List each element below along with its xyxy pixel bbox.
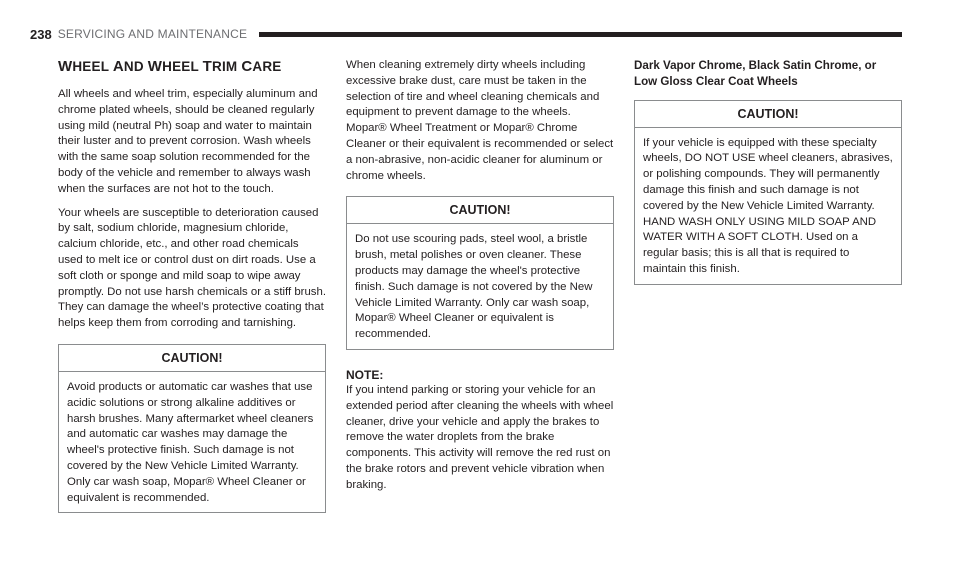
section-title: WHEEL AND WHEEL TRIM CARE <box>58 58 282 75</box>
caution-box <box>346 196 614 350</box>
subsection-title: Dark Vapor Chrome, Black Satin Chrome, or Low Gloss Clear Coat Wheels <box>634 59 877 88</box>
page-header <box>30 24 902 44</box>
caution-heading: CAUTION! <box>635 101 901 128</box>
header-rule <box>259 32 902 37</box>
note-label: NOTE: <box>346 367 384 382</box>
running-head: SERVICING AND MAINTENANCE <box>57 27 248 41</box>
caution-box <box>58 344 326 513</box>
caution-heading: CAUTION! <box>347 197 613 224</box>
caution-text: If your vehicle is equipped with these specialty wheels, DO NOT USE wheel cleaners, abrasives, or polishing compounds. They will permanently damage this finish and such damage is not covered by the New Vehicle Limited Warranty. HAND WASH ONLY USING MILD SOAP AND WATER WITH A SOFT CLOTH. Used on a regular basis; this is all that is required to maintain this finish. <box>643 136 893 275</box>
note-text: If you intend parking or storing your vehicle for an extended period after cleaning the wheels with wheel cleaner, drive your vehicle and apply the brakes to remove the water droplets from the brake components. This activity will remove the red rust on the brake rotors and prevent vehicle vibration when braking. <box>346 383 614 491</box>
column-middle <box>346 58 614 502</box>
body-paragraph: All wheels and wheel trim, especially aluminum and chrome plated wheels, should be cleaned regularly using mild (neutral Ph) soap and water to maintain their luster and to prevent corrosion. Wash wheels with the same soap solution recommended for the body of the vehicle and remember to always wash when the surfaces are not hot to the touch. <box>58 88 318 195</box>
caution-text: Do not use scouring pads, steel wool, a bristle brush, metal polishes or oven cleaner. These products may damage the wheel's protective finish. Such damage is not covered by the New Vehicle Limited Warranty. Only car wash soap, Mopar® Wheel Cleaner or equivalent is recommended. <box>355 233 593 341</box>
caution-heading: CAUTION! <box>59 345 325 372</box>
body-paragraph: When cleaning extremely dirty wheels including excessive brake dust, care must be taken in the selection of tire and wheel cleaning chemicals and equipment to prevent damage to the wheels. Mopar® Wheel Treatment or Mopar® Chrome Cleaner or their equivalent is recommended or select a non-abrasive, non-acidic cleaner for aluminum or chrome wheels. <box>346 59 614 182</box>
column-left <box>58 58 326 513</box>
page-number: 238 <box>30 26 52 42</box>
body-paragraph: Your wheels are susceptible to deterioration caused by salt, sodium chloride, magnesium chloride, calcium chloride, etc., and other road chemicals used to melt ice or control dust on dirt roads. Use a soft cloth or sponge and mild soap to wipe away promptly. Do not use harsh chemicals or a stiff brush. They can damage the wheel’s protective coating that helps keep them from corroding and tarnishing. <box>58 206 327 330</box>
column-right <box>634 58 902 285</box>
caution-box <box>634 100 902 285</box>
caution-text: Avoid products or automatic car washes that use acidic solutions or strong alkaline additives or harsh brushes. Many aftermarket wheel cleaners and automatic car washes may damage the wheel's protective finish. Such damage is not covered by the New Vehicle Limited Warranty. Only car wash soap, Mopar® Wheel Cleaner or equivalent is recommended. <box>67 380 314 504</box>
